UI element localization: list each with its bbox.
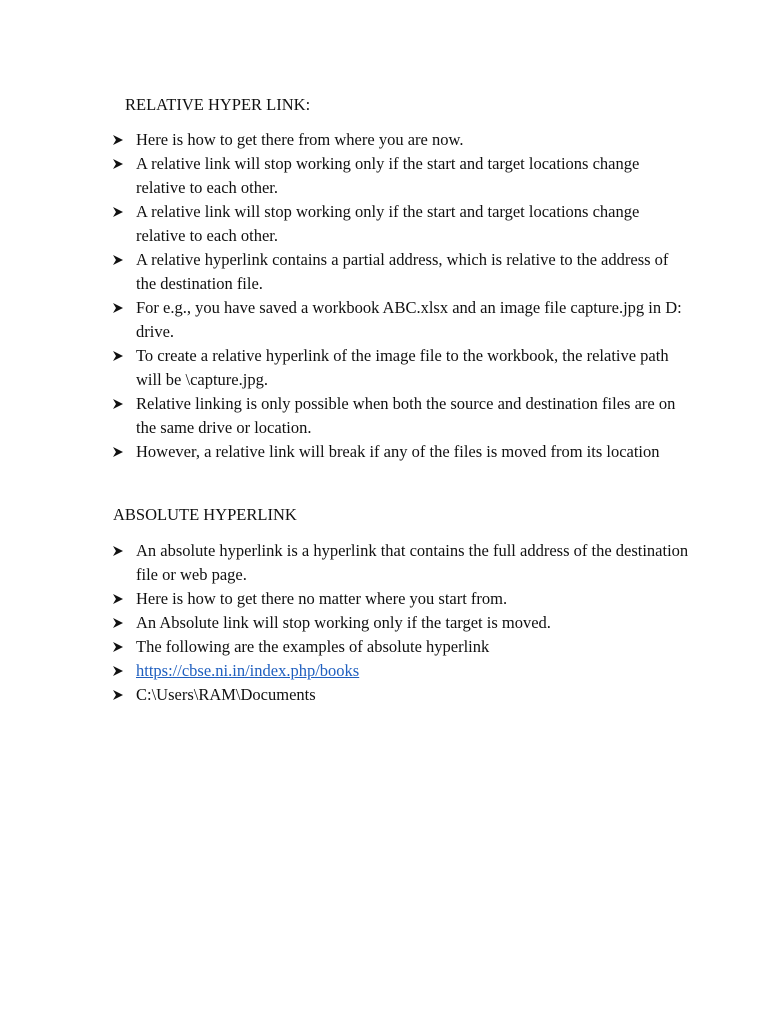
list-item (112, 659, 692, 683)
list-item-text: Relative linking is only possible when both the source and destination files are on the same drive or location. (136, 394, 676, 437)
list-item (112, 587, 692, 611)
relative-hyperlink-list (112, 128, 692, 464)
list-item (112, 440, 692, 464)
list-item-text: A relative hyperlink contains a partial address, which is relative to the address of the destination file. (136, 250, 669, 293)
list-item (112, 635, 692, 659)
absolute-hyperlink-list (112, 539, 692, 707)
relative-hyperlink-heading: RELATIVE HYPER LINK: (125, 95, 311, 114)
arrowhead-bullet-icon (112, 641, 124, 653)
arrowhead-bullet-icon (112, 446, 124, 458)
arrowhead-bullet-icon (112, 398, 124, 410)
list-item-text: A relative link will stop working only if the start and target locations change relative to each other. (136, 154, 640, 197)
list-item (112, 539, 692, 587)
list-item-text: A relative link will stop working only if the start and target locations change relative to each other. (136, 202, 640, 245)
arrowhead-bullet-icon (112, 689, 124, 701)
arrowhead-bullet-icon (112, 593, 124, 605)
list-item (112, 200, 692, 248)
arrowhead-bullet-icon (112, 545, 124, 557)
arrowhead-bullet-icon (112, 302, 124, 314)
list-item (112, 296, 692, 344)
arrowhead-bullet-icon (112, 206, 124, 218)
arrowhead-bullet-icon (112, 617, 124, 629)
list-item-text: The following are the examples of absolute hyperlink (136, 637, 490, 656)
list-item-text: To create a relative hyperlink of the image file to the workbook, the relative path will be \capture.jpg. (136, 346, 669, 389)
list-item (112, 392, 692, 440)
example-file-path: C:\Users\RAM\Documents (136, 685, 316, 704)
list-item (112, 683, 692, 707)
arrowhead-bullet-icon (112, 665, 124, 677)
list-item-text: Here is how to get there no matter where you start from. (136, 589, 508, 608)
list-item-text: Here is how to get there from where you are now. (136, 130, 464, 149)
list-item (112, 611, 692, 635)
list-item (112, 344, 692, 392)
absolute-hyperlink-heading: ABSOLUTE HYPERLINK (113, 505, 297, 524)
arrowhead-bullet-icon (112, 158, 124, 170)
arrowhead-bullet-icon (112, 134, 124, 146)
list-item (112, 128, 692, 152)
list-item-text: For e.g., you have saved a workbook ABC.xlsx and an image file capture.jpg in D: drive. (136, 298, 682, 341)
list-item-text: An Absolute link will stop working only if the target is moved. (136, 613, 551, 632)
list-item-text: An absolute hyperlink is a hyperlink that contains the full address of the destination file or web page. (136, 541, 689, 584)
list-item (112, 152, 692, 200)
list-item (112, 248, 692, 296)
example-url-link[interactable]: https://cbse.ni.in/index.php/books (136, 661, 360, 680)
list-item-text: However, a relative link will break if any of the files is moved from its location (136, 442, 660, 461)
arrowhead-bullet-icon (112, 350, 124, 362)
arrowhead-bullet-icon (112, 254, 124, 266)
